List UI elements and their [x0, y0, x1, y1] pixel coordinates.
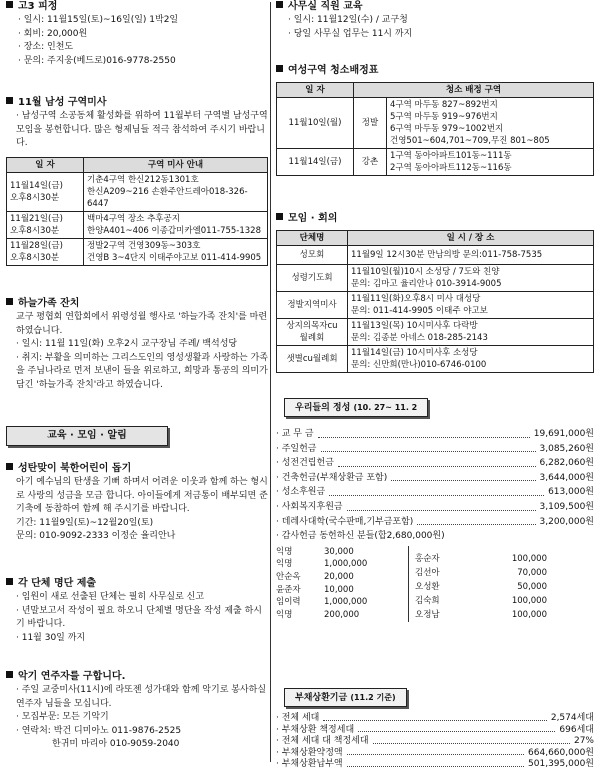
paragraph: · 취지: 부활을 의미하는 그리스도인의 영성생활과 사랑하는 가족을 주님나라로 먼저 보낸이 들을 위로하고, 희망과 통공의 의미가 담긴 '하늘가족 잔치'라고 하였습니다.: [16, 352, 268, 390]
meeting-section: [276, 212, 594, 373]
paragraph: 아기 예수님의 탄생을 기뻐 하며서 어려운 이웃과 함께 하는 형시로 사랑의 성금을 모금 합니다. 아이들에게 저금통이 배부되면 준기축에 동참하여 함께 해 주시기를 바랍니다.: [16, 477, 268, 514]
cell-line: 11월9일 12시30분 만남의방 문의:011-758-7535: [351, 250, 543, 260]
giver-row: 김선아 70,000: [415, 567, 547, 578]
table-row: [277, 292, 594, 319]
list-item: · 부채상환약정액 664,660,000원: [276, 747, 594, 758]
cleaning-table: [276, 82, 594, 176]
paragraph: · 년말보고서 작성이 필요 하오니 단체별 명단을 작성 제출 하시기 바랍니다.: [16, 605, 262, 629]
cell-line: 2구역 동아아파트112동~116동: [390, 163, 512, 173]
table-row: [7, 172, 268, 211]
info-line: · 당일 사무실 업무는 11시 까지: [288, 28, 413, 39]
table-row: [277, 265, 594, 292]
date-cell: 11월28일(금) 오후8시30분: [7, 238, 84, 265]
table-header: 단체명: [277, 231, 348, 246]
parish-cell: 강촌: [354, 149, 387, 176]
giver-row: 익명 200,000: [276, 609, 360, 620]
cleaning-section: [276, 64, 594, 176]
paragraph: · 모집부문: 모든 기악기: [16, 712, 109, 722]
period-label: (10. 27~ 11. 2: [353, 403, 418, 412]
debt-list: [276, 713, 594, 771]
date-cell: 11월14일(금): [277, 149, 354, 176]
info-line: · 장소: 인천도: [18, 42, 74, 52]
table-row: [277, 98, 594, 149]
cell-line: 5구역 마두동 919~976번지: [390, 112, 498, 122]
section-title: 악기 연주자를 구합니다.: [18, 671, 126, 682]
cell-line: 건영B 3~4단지 이태주야고보 011-414-9905: [87, 252, 262, 263]
retreat-section: [6, 0, 268, 68]
cell-line: 한양A401~406 이종갑미카엘011-755-1328: [87, 225, 261, 236]
debt-title-box: [284, 688, 407, 707]
donation-title-box: [284, 398, 428, 417]
table-header: 구역 미사 안내: [84, 157, 268, 172]
table-row: [277, 246, 594, 265]
table-header: 청소 배정 구역: [354, 83, 594, 98]
paragraph: · 연락처: 박건 디미아노 011-9876-2525: [16, 725, 182, 736]
bullet-square-icon: [6, 1, 13, 8]
list-item: · 사회복지후원금 3,109,500원: [276, 501, 594, 512]
table-header: 일 자: [277, 83, 354, 98]
bullet-square-icon: [6, 298, 13, 305]
paragraph: · 남성구역 소공동체 활성화를 위하여 11월부터 구역별 남성구역모임을 봉헌합니다. 많은 형제님들 적극 참석하여 주시기 바랍니다.: [16, 111, 268, 148]
giver-row: 익명 1,000,000: [276, 559, 368, 570]
paragraph: · 11월 30일 까지: [16, 632, 86, 643]
bullet-square-icon: [276, 65, 283, 72]
column-divider: [270, 2, 271, 762]
table-row: [7, 238, 268, 265]
cell-line: 문의: 신만희(만나)010-6746-0100: [351, 360, 487, 370]
date-cell: 11월10일(월): [277, 98, 354, 149]
parish-cell: 정발: [354, 98, 387, 149]
paragraph: 교구 평협회 연합회에서 위령성월 행사로 '하늘가족 잔치'를 마련하였습니다.: [16, 312, 268, 336]
giver-column: [409, 546, 547, 622]
giver-row: 안순옥 20,000: [276, 571, 354, 582]
paragraph: · 주일 교중미사(11시)에 라또젠 성가대와 함께 악기로 봉사하실 연주자 님들을 모십니다.: [16, 685, 267, 709]
giver-row: 오성환 50,000: [415, 581, 547, 592]
debt-section: [276, 688, 594, 771]
list-item: · 데레사대학(국수판매,기부금포함) 3,200,000원: [276, 516, 594, 527]
cell-line: 6구역 마두동 979~1002번지: [390, 124, 504, 134]
donation-section: [276, 398, 594, 622]
mens-mass-section: [6, 96, 268, 266]
cell-line: 11월13일(목) 10시미사후 다락방: [351, 321, 478, 331]
date-cell: 11월21일(금) 오후8시30분: [7, 211, 84, 238]
section-title: 여성구역 청소배정표: [288, 65, 379, 76]
list-item: · 전체 세대 2,574세대: [276, 713, 594, 723]
section-title: 고3 피정: [18, 1, 58, 12]
cell-line: 11월14일(금) 10시미사후 소성당: [351, 348, 478, 358]
group-name-cell: 성모회: [277, 246, 348, 265]
heavenly-family-section: [6, 297, 268, 392]
bullet-square-icon: [6, 97, 13, 104]
giver-row: 임이력 1,000,000: [276, 597, 368, 608]
table-header: 일 자: [7, 157, 84, 172]
table-row: [7, 211, 268, 238]
info-line: · 일시: 11월15일(토)~16일(일) 1박2일: [18, 15, 179, 25]
mass-schedule-table: [6, 157, 268, 266]
giver-row: 윤준자 10,000: [276, 584, 354, 595]
giver-column: [276, 546, 409, 622]
giver-row: 익명 30,000: [276, 546, 354, 557]
info-line: · 회비: 20,000원: [18, 28, 88, 39]
section-title: 성탄맞이 북한어린이 돕기: [18, 463, 132, 474]
giver-row: 홍순자 100,000: [415, 553, 547, 564]
list-item: · 전체 세대 대 책정세대 27%: [276, 736, 594, 746]
group-name-cell: 샛별cu월례회: [277, 346, 348, 373]
cell-line: 11월10일(월)10시 소성당 / 7도와 친양: [351, 267, 500, 277]
cell-line: 기춘4구역 한신212동1301호: [87, 174, 199, 185]
group-name-cell: 정발지역미사: [277, 292, 348, 319]
cell-line: 문의: 011-414-9905 이태주 야고보: [351, 306, 488, 316]
group-name-cell: 상지의목자cu 월례회: [277, 319, 348, 346]
list-item: · 성전건립헌금 6,282,060원: [276, 458, 594, 469]
paragraph: 한귀미 마리아 010-9059-2040: [52, 739, 180, 749]
cell-line: 문의: 김종분 아네스 018-285-2143: [351, 333, 488, 343]
cell-line: 문의: 김마고 율리안나 010-3914-9005: [351, 279, 502, 289]
giver-row: 오정남 100,000: [415, 609, 547, 620]
bullet-square-icon: [276, 1, 283, 8]
bullet-square-icon: [6, 463, 13, 470]
info-line: · 문의: 주지웅(베드로)016-9778-2550: [18, 55, 176, 66]
list-item: · 부채상환 책정세대 696세대: [276, 724, 594, 735]
category-banner: 교육 · 모임 · 알림: [6, 426, 168, 446]
list-item: · 부채상환납부액 501,395,000원: [276, 759, 594, 769]
list-item: · 감사헌금 동헌하신 분들(합2,680,000원): [276, 531, 445, 542]
cell-line: 1구역 동아아파트101동~111동: [390, 151, 512, 161]
section-title: 각 단체 명단 제출: [18, 578, 97, 589]
bullet-square-icon: [6, 671, 13, 678]
section-title: 모임 · 회의: [288, 213, 338, 224]
paragraph: · 일시: 11월 11일(화) 오후2시 교구장님 주례/ 백석성당: [16, 339, 238, 349]
section-title: 하늘가족 잔치: [18, 298, 80, 309]
table-header: 일 시 / 장 소: [348, 231, 594, 246]
date-cell: 11월14일(금) 오후8시30분: [7, 172, 84, 211]
table-row: [277, 346, 594, 373]
roster-section: [6, 577, 268, 645]
meeting-table: [276, 230, 594, 373]
list-item: · 주일헌금 3,085,260원: [276, 443, 594, 454]
paragraph: 기간: 11월9일(토)~12월20일(토): [16, 517, 154, 528]
christmas-section: [6, 462, 268, 544]
section-title: 11월 남성 구역미사: [18, 97, 107, 108]
giver-list: [276, 546, 594, 622]
cell-line: 정발2구역 건영309동~303호: [87, 240, 201, 251]
cell-line: 11월11일(화)오후8시 미사 대성당: [351, 294, 481, 304]
office-training-section: [276, 0, 594, 41]
paragraph: · 임원이 새로 선출된 단체는 필히 사무실로 신고: [16, 592, 205, 602]
giver-row: 김숙희 100,000: [415, 595, 547, 606]
cell-line: 4구역 마두동 827~892번지: [390, 100, 498, 110]
section-title: 우리들의 정성: [295, 403, 351, 413]
group-name-cell: 성령기도회: [277, 265, 348, 292]
cell-line: 백마4구역 장소 추후공지: [87, 213, 180, 224]
table-row: [277, 319, 594, 346]
section-title: 부채상환기금: [295, 693, 348, 703]
cell-line: 건영501~604,701~709,무진 801~805: [390, 136, 550, 146]
paragraph: 문의: 010-9092-2333 이정순 율리안나: [16, 531, 176, 541]
info-line: · 일시: 11월12일(수) / 교구청: [288, 15, 408, 25]
list-item: · 성소후원금 613,000원: [276, 487, 594, 498]
musician-section: [6, 670, 268, 752]
bullet-square-icon: [6, 578, 13, 585]
list-item: · 건축헌금(부채상환금 포함) 3,644,000원: [276, 472, 594, 483]
table-row: [277, 149, 594, 176]
section-title: 사무실 직원 교육: [288, 1, 363, 12]
cell-line: 한신A209~216 손환주안드레아018-326-6447: [87, 186, 248, 209]
basis-label: (11.2 기준): [350, 693, 396, 702]
bullet-square-icon: [276, 213, 283, 220]
list-item: · 교 무 금 19,691,000원: [276, 429, 594, 439]
donation-list: [276, 427, 594, 544]
